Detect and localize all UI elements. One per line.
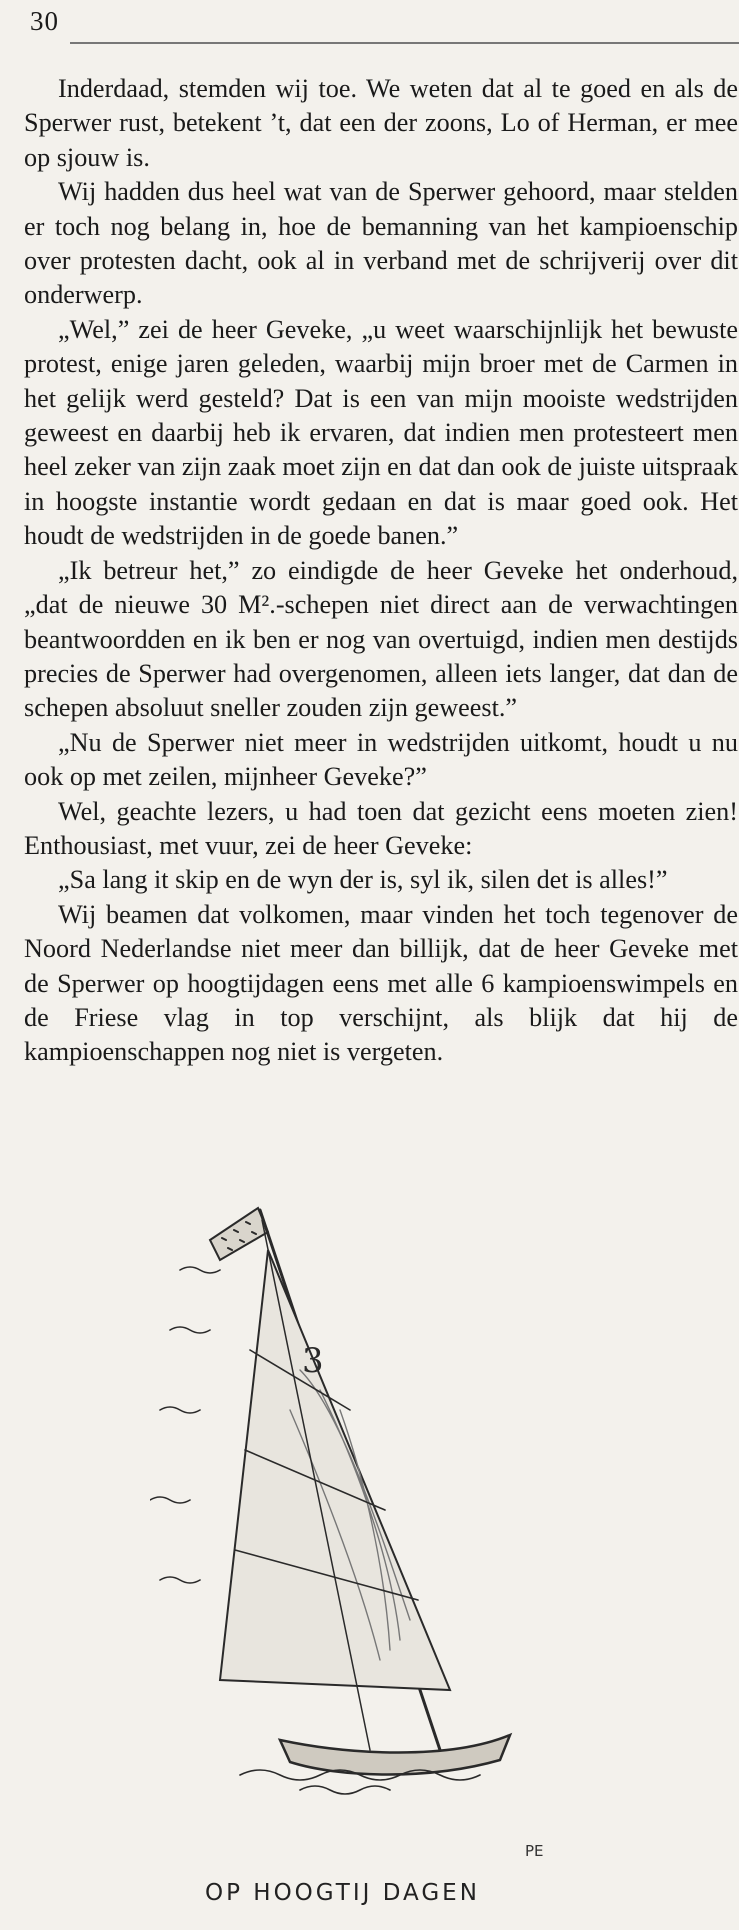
- page-number: 30: [30, 6, 59, 36]
- article-paragraph: „Nu de Sperwer niet meer in wedstrijden uitkomt, houdt u nu ook op met zeilen, mijnheer Geveke?”: [24, 727, 738, 792]
- article-paragraph: „Wel,” zei de heer Geveke, „u weet waarschijnlijk het bewuste protest, enige jaren geleden, waarbij mijn broer met de Carmen in het gelijk werd gesteld? Dat is een van mijn mooiste wedstrijden geweest en daarbij heb ik ervaren, dat indien men protesteert men heel zeker van zijn zaak moet zijn en dat dan ook de juiste uitspraak in hoogste instantie wordt gedaan en dat is maar goed ook. Het houdt de wedstrijden in de goede banen.”: [24, 314, 738, 551]
- sailboat-illustration: [150, 1150, 590, 1800]
- article-paragraph: „Sa lang it skip en de wyn der is, syl ik, silen det is alles!”: [58, 865, 668, 895]
- article-paragraph: „Ik betreur het,” zo eindigde de heer Geveke het onderhoud, „dat de nieuwe 30 M².-schepen niet direct aan de verwachtingen beantwoordden en ik ben er nog van overtuigd, indien men destijds precies de Sperwer had overgenomen, alleen iets langer, dat dan de schepen absoluut sneller zouden zijn geweest.”: [24, 555, 738, 723]
- article-paragraph: Wij beamen dat volkomen, maar vinden het toch tegenover de Noord Nederlandse niet meer dan billijk, dat de heer Geveke met de Sperwer op hoogtijdagen eens met alle 6 kampioenswimpels en de Friese vlag in top verschijnt, als blijk dat hij de kampioenschappen nog niet is vergeten.: [24, 899, 738, 1067]
- article-body: [24, 72, 738, 1070]
- artist-signature: PE: [525, 1842, 544, 1860]
- illustration-caption: OP HOOGTIJ DAGEN: [205, 1880, 480, 1906]
- header-rule: [70, 42, 739, 44]
- article-paragraph: Inderdaad, stemden wij toe. We weten dat al te goed en als de Sperwer rust, betekent ’t, dat een der zoons, Lo of Herman, er mee op sjouw is.: [24, 74, 738, 172]
- sail-number: 3: [302, 1341, 324, 1381]
- article-paragraph: Wij hadden dus heel wat van de Sperwer gehoord, maar stelden er toch nog belang in, hoe de bemanning van het kampioenschip over protesten dacht, ook al in verband met de schrijverij over dit onderwerp.: [24, 177, 738, 310]
- article-paragraph: Wel, geachte lezers, u had toen dat gezicht eens moeten zien! Enthousiast, met vuur, zei de heer Geveke:: [24, 796, 738, 860]
